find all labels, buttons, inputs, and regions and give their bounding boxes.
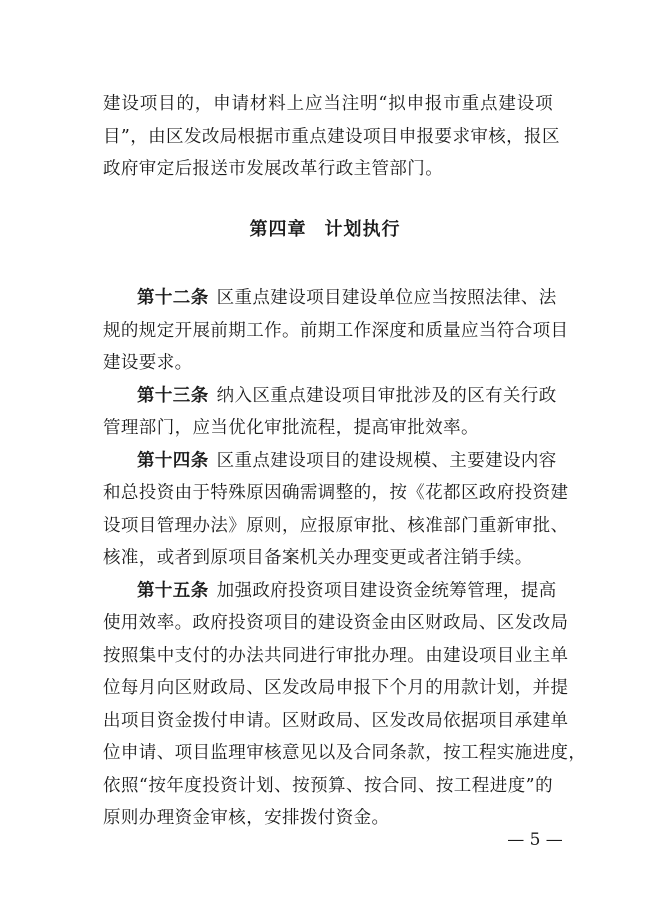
carryover-line-3: 政府审定后报送市发展改革行政主管部门。 <box>103 159 444 179</box>
article-15-line-5: 出项目资金拨付申请。区财政局、区发改局依据项目承建单 <box>103 711 569 731</box>
article-14-line-1: 第十四条 区重点建设项目的建设规模、主要建设内容 <box>137 451 557 471</box>
article-12-line-1: 第十二条 区重点建设项目建设单位应当按照法律、法 <box>137 288 557 308</box>
article-14-line-2: 和总投资由于特殊原因确需调整的，按《花都区政府投资建 <box>103 483 569 503</box>
article-15-line-4: 位每月向区财政局、区发改局申报下个月的用款计划，并提 <box>103 678 569 698</box>
article-15-line-3: 按照集中支付的办法共同进行审批办理。由建设项目业主单 <box>103 646 569 666</box>
article-12-line-3: 建设要求。 <box>103 353 193 373</box>
article-14-line-4: 核准，或者到原项目备案机关办理变更或者注销手续。 <box>103 548 533 568</box>
chapter-number: 第四章 <box>249 219 307 240</box>
article-13-line-2: 管理部门，应当优化审批流程，提高审批效率。 <box>103 418 479 438</box>
article-15-label: 第十五条 <box>137 581 209 601</box>
article-13-line-1: 第十三条 纳入区重点建设项目审批涉及的区有关行政 <box>137 386 557 406</box>
article-15-line-2: 使用效率。政府投资项目的建设资金由区财政局、区发改局 <box>103 613 569 633</box>
article-14-line-3: 设项目管理办法》原则，应报原审批、核准部门重新审批、 <box>103 516 569 536</box>
article-15-line-7: 依照“按年度投资计划、按预算、按合同、按工程进度”的 <box>103 776 553 796</box>
page-number: — 5 — <box>507 830 563 850</box>
carryover-line-1: 建设项目的，申请材料上应当注明“拟申报市重点建设项 <box>103 94 553 114</box>
chapter-heading <box>0 218 650 242</box>
article-13-label: 第十三条 <box>137 386 209 406</box>
article-15-line-6: 位申请、项目监理审核意见以及合同条款，按工程实施进度， <box>103 743 587 763</box>
article-15-line-8: 原则办理资金审核，安排拨付资金。 <box>103 808 390 828</box>
article-12-line-2: 规的规定开展前期工作。前期工作深度和质量应当符合项目 <box>103 321 569 341</box>
article-15-line-1: 第十五条 加强政府投资项目建设资金统筹管理，提高 <box>137 581 557 601</box>
article-14-label: 第十四条 <box>137 451 209 471</box>
chapter-title: 计划执行 <box>324 219 401 240</box>
article-12-label: 第十二条 <box>137 288 209 308</box>
carryover-line-2: 目”，由区发改局根据市重点建设项目申报要求审核，报区 <box>103 127 560 147</box>
